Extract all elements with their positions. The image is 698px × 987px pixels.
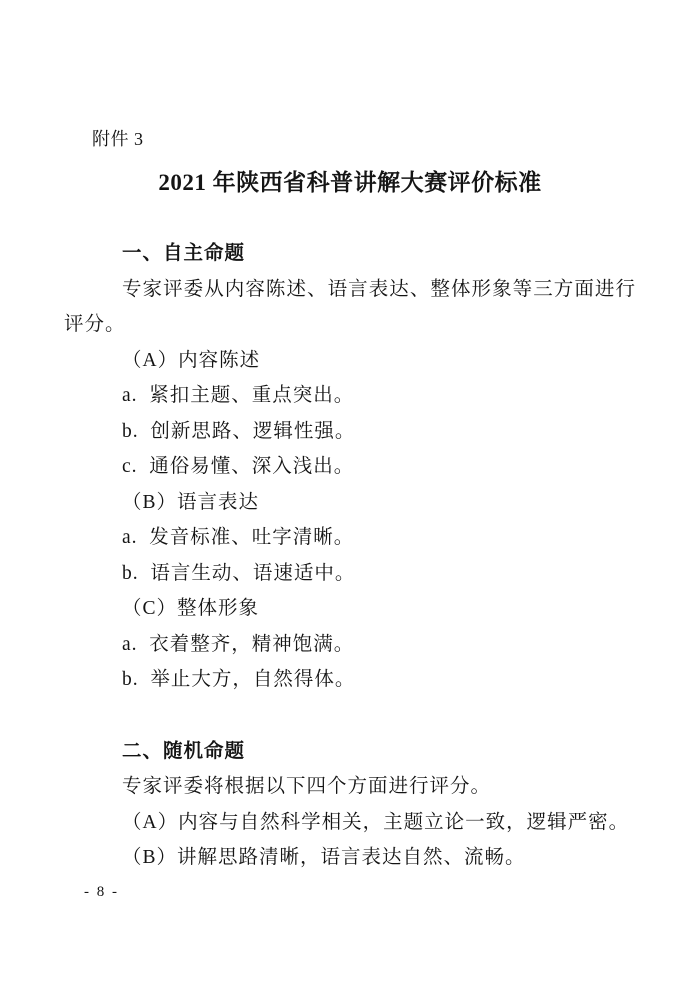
list-item: （B）讲解思路清晰，语言表达自然、流畅。 <box>122 847 526 868</box>
list-item: （B）语言表达 <box>122 491 260 513</box>
list-item: b. 举止大方，自然得体。 <box>122 669 356 690</box>
attachment-label: 附件 3 <box>92 129 144 149</box>
list-item: （A）内容与自然科学相关，主题立论一致，逻辑严密。 <box>122 811 630 833</box>
list-item: c. 通俗易懂、深入浅出。 <box>122 456 355 477</box>
section-1-intro: 专家评委从内容陈述、语言表达、整体形象等三方面进行评分。 <box>64 278 636 335</box>
list-item: a. 紧扣主题、重点突出。 <box>122 385 355 406</box>
list-item: a. 衣着整齐，精神饱满。 <box>122 633 355 655</box>
section-1-heading: 一、自主命题 <box>122 242 246 264</box>
page-number: - 8 - <box>84 884 119 900</box>
section-2-intro: 专家评委将根据以下四个方面进行评分。 <box>122 776 492 797</box>
list-item: a. 发音标准、吐字清晰。 <box>122 527 355 548</box>
list-item: （C）整体形象 <box>122 598 260 619</box>
document-title: 2021 年陕西省科普讲解大赛评价标准 <box>158 170 542 195</box>
list-item: b. 创新思路、逻辑性强。 <box>122 420 356 442</box>
list-item: b. 语言生动、语速适中。 <box>122 562 356 584</box>
list-item: （A）内容陈述 <box>122 349 261 371</box>
section-2-heading: 二、随机命题 <box>122 739 246 762</box>
